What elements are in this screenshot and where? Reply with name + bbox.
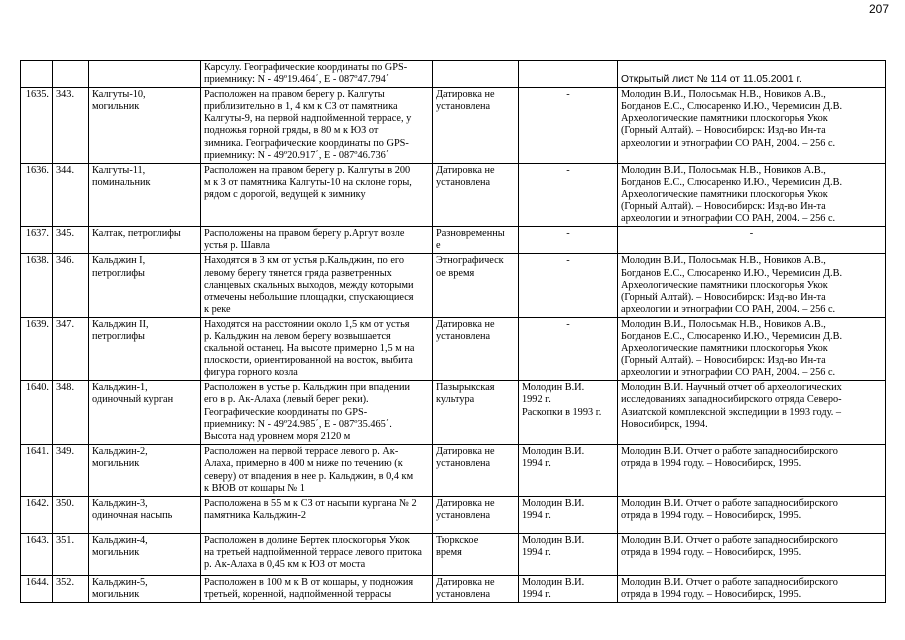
table-row-continuation: [21, 61, 886, 88]
cell-name: [89, 445, 201, 496]
cell-index: 350.: [53, 496, 89, 533]
table-row: [21, 163, 886, 226]
cell-empty: [433, 61, 519, 88]
cell-author: [519, 533, 618, 575]
cell-dating: [433, 88, 519, 164]
cell-name: [89, 381, 201, 445]
text-line: могильник: [92, 588, 140, 600]
text-line: археологии и этнографии СО РАН, 2004. – 256 с.: [621, 367, 836, 379]
text-line: к ВЮВ от кошары № 1: [204, 482, 305, 494]
cell-dating: [433, 445, 519, 496]
cell-dating: [433, 575, 519, 602]
text-line: установлена: [436, 509, 491, 521]
text-line: могильник: [92, 458, 140, 470]
text-line: Молодин В.И.: [522, 497, 585, 509]
text-line: его в р. Ак-Алаха (левый берег реки).: [204, 394, 369, 406]
text-line: 1994 г.: [522, 546, 551, 558]
text-line: Кальджин-4,: [92, 534, 148, 546]
cell-empty: [53, 61, 89, 88]
cell-description: [201, 445, 433, 496]
text-line: археологии и этнографии СО РАН, 2004. – 256 с.: [621, 303, 836, 315]
cell-dating: [433, 163, 519, 226]
cell-description: [201, 163, 433, 226]
cell-author: [519, 381, 618, 445]
cell-name: [89, 575, 201, 602]
table-row: [21, 533, 886, 575]
text-line: (Горный Алтай). – Новосибирск: Изд-во Ин-та: [621, 355, 826, 367]
cell-number: 1635.: [21, 88, 53, 164]
cell-dating: [433, 381, 519, 445]
permit-text: Открытый лист № 114 от 11.05.2001 г.: [621, 74, 802, 86]
text-line: третьей, коренной, надпойменной террасы: [204, 588, 392, 600]
text-line: Молодин В.И.: [522, 576, 585, 588]
cell-number: 1641.: [21, 445, 53, 496]
cell-name: [89, 254, 201, 317]
text-line: Датировка не: [436, 446, 495, 458]
text-line: Калгуты-9, на первой надпойменной террасе, у: [204, 113, 412, 125]
cell-permit: [618, 61, 886, 88]
cell-name: [89, 88, 201, 164]
text-line: Кальджин-2,: [92, 446, 148, 458]
text-line: установлена: [436, 330, 491, 342]
text-line: (Горный Алтай). – Новосибирск: Изд-во Ин-та: [621, 201, 826, 213]
cell-literature: [618, 575, 886, 602]
text-line: подножья горной гряды, в 80 м к ЮЗ от: [204, 125, 379, 137]
table-row: [21, 317, 886, 380]
text-line: 1994 г.: [522, 588, 551, 600]
text-line: Археологические памятники плоскогорья Укок: [621, 279, 828, 291]
cell-number: 1637.: [21, 227, 53, 254]
text-line: петроглифы: [92, 267, 145, 279]
text-line: -: [566, 228, 570, 240]
text-line: Расположен на правом берегу р. Калгуты в 200: [204, 164, 411, 176]
cell-author: [519, 88, 618, 164]
text-line: Молодин В.И., Полосьмак Н.В., Новиков А.В.,: [621, 318, 826, 330]
text-line: ое время: [436, 267, 475, 279]
text-line: Калгуты-11,: [92, 164, 146, 176]
text-line: Богданов Е.С., Слюсаренко И.Ю., Черемисин Д.В.: [621, 176, 843, 188]
cell-literature: [618, 88, 886, 164]
text-line: Молодин В.И., Полосьмак Н.В., Новиков А.В.,: [621, 89, 826, 101]
table-row: [21, 381, 886, 445]
cell-name: [89, 163, 201, 226]
text-line: Молодин В.И.: [522, 446, 585, 458]
cell-literature: [618, 163, 886, 226]
text-line: Расположен на первой террасе левого р. Ак-: [204, 446, 399, 458]
table-row: [21, 254, 886, 317]
text-line: -: [749, 228, 754, 240]
cell-dating: [433, 317, 519, 380]
cell-dating: [433, 254, 519, 317]
text-line: фигура горного козла: [204, 367, 298, 379]
cell-description: [201, 575, 433, 602]
cell-index: 346.: [53, 254, 89, 317]
text-line: Датировка не: [436, 497, 495, 509]
cell-number: 1638.: [21, 254, 53, 317]
text-line: установлена: [436, 588, 491, 600]
text-line: Молодин В.И., Полосьмак Н.В., Новиков А.В.,: [621, 164, 826, 176]
cell-literature: [618, 254, 886, 317]
text-line: Датировка не: [436, 576, 495, 588]
cell-number: 1644.: [21, 575, 53, 602]
cell-index: 352.: [53, 575, 89, 602]
text-line: одиночная насыпь: [92, 509, 173, 521]
text-line: Молодин В.И.: [522, 534, 585, 546]
cell-number: 1642.: [21, 496, 53, 533]
cell-literature: [618, 496, 886, 533]
table-row: [21, 575, 886, 602]
text-line: исследованиях западносибирского отряда Северо-: [621, 394, 842, 406]
text-line: отряда в 1994 году. – Новосибирск, 1995.: [621, 588, 802, 600]
text-line: северу) от впадения в нее р. Кальджин, в 0,4 км: [204, 470, 414, 482]
cell-index: 348.: [53, 381, 89, 445]
text-line: Тюркское: [436, 534, 479, 546]
text-line: Богданов Е.С., Слюсаренко И.Ю., Черемисин Д.В.: [621, 330, 843, 342]
text-line: Калтак, петроглифы: [92, 228, 181, 240]
cell-description: [201, 61, 433, 88]
text-line: поминальник: [92, 176, 151, 188]
text-line: плоскости, ориентированной на восток, выбита: [204, 355, 413, 367]
text-line: 1994 г.: [522, 458, 551, 470]
cell-empty: [519, 61, 618, 88]
text-line: Расположена в 55 м к СЗ от насыпи кургана № 2: [204, 497, 417, 509]
text-line: -: [566, 164, 570, 176]
text-line: памятника Кальджин-2: [204, 509, 307, 521]
text-line: установлена: [436, 101, 491, 113]
text-line: (Горный Алтай). – Новосибирск: Изд-во Ин-та: [621, 291, 826, 303]
text-line: Археологические памятники плоскогорья Укок: [621, 343, 828, 355]
text-line: Датировка не: [436, 318, 495, 330]
text-line: Молодин В.И. Отчет о работе западносибирского: [621, 534, 838, 546]
text-line: Археологические памятники плоскогорья Укок: [621, 188, 828, 200]
cell-number: 1636.: [21, 163, 53, 226]
cell-description: [201, 496, 433, 533]
text-line: отряда в 1994 году. – Новосибирск, 1995.: [621, 546, 802, 558]
text-line: р. Ак-Алаха в 0,45 км к ЮЗ от моста: [204, 558, 366, 570]
text-line: петроглифы: [92, 330, 145, 342]
text-line: приемнику: N - 49º19.464΄, E - 087º47.794΄: [204, 74, 390, 86]
cell-index: 351.: [53, 533, 89, 575]
text-line: Молодин В.И.: [522, 382, 585, 394]
text-line: -: [566, 255, 570, 267]
cell-index: 343.: [53, 88, 89, 164]
text-line: отмечены небольшие площадки, спускающиеся: [204, 291, 414, 303]
text-line: Молодин В.И. Отчет о работе западносибирского: [621, 576, 838, 588]
text-line: Калгуты-10,: [92, 89, 146, 101]
text-line: Находятся в 3 км от устья р.Кальджин, по его: [204, 255, 405, 267]
table-row: [21, 496, 886, 533]
cell-author: [519, 317, 618, 380]
text-line: к реке: [204, 303, 231, 315]
text-line: е: [436, 240, 441, 252]
text-line: установлена: [436, 458, 491, 470]
cell-literature: [618, 445, 886, 496]
cell-author: [519, 163, 618, 226]
cell-index: 345.: [53, 227, 89, 254]
text-line: Кальджин I,: [92, 255, 146, 267]
cell-index: 349.: [53, 445, 89, 496]
cell-description: [201, 381, 433, 445]
text-line: культура: [436, 394, 475, 406]
cell-name: [89, 227, 201, 254]
cell-literature: [618, 381, 886, 445]
text-line: Разновременны: [436, 228, 505, 240]
cell-description: [201, 227, 433, 254]
cell-dating: [433, 496, 519, 533]
cell-description: [201, 317, 433, 380]
text-line: Молодин В.И. Научный отчет об археологических: [621, 382, 842, 394]
monuments-table: [20, 60, 886, 603]
cell-dating: [433, 227, 519, 254]
text-line: могильник: [92, 546, 140, 558]
text-line: (Горный Алтай). – Новосибирск: Изд-во Ин-та: [621, 125, 826, 137]
text-line: Раскопки в 1993 г.: [522, 406, 602, 418]
cell-number: 1640.: [21, 381, 53, 445]
cell-index: 347.: [53, 317, 89, 380]
cell-description: [201, 533, 433, 575]
cell-author: [519, 575, 618, 602]
text-line: левому берегу тянется гряда разветренных: [204, 267, 392, 279]
text-line: Новосибирск, 1994.: [621, 418, 708, 430]
text-line: Расположен в долине Бертек плоскогорья Укок: [204, 534, 410, 546]
text-line: м к З от памятника Калгуты-10 на склоне горы,: [204, 176, 412, 188]
text-line: Азиатской комплексной экспедиции в 1993 году. –: [621, 406, 842, 418]
text-line: отряда в 1994 году. – Новосибирск, 1995.: [621, 509, 802, 521]
text-line: Кальджин-5,: [92, 576, 148, 588]
cell-author: [519, 445, 618, 496]
text-line: устья р. Шавла: [204, 240, 270, 252]
text-line: Расположен в устье р. Кальджин при впадении: [204, 382, 411, 394]
text-line: Этнографическ: [436, 255, 504, 267]
text-line: 1992 г.: [522, 394, 551, 406]
text-line: Кальджин II,: [92, 318, 149, 330]
text-line: Молодин В.И., Полосьмак Н.В., Новиков А.В.,: [621, 255, 826, 267]
text-line: время: [436, 546, 462, 558]
text-line: 1994 г.: [522, 509, 551, 521]
text-line: -: [566, 89, 570, 101]
table-row: [21, 445, 886, 496]
text-line: Алаха, примерно в 400 м ниже по течению (к: [204, 458, 403, 470]
cell-index: 344.: [53, 163, 89, 226]
text-line: р. Кальджин на левом берегу возвышается: [204, 330, 391, 342]
table-row: [21, 88, 886, 164]
cell-number: 1643.: [21, 533, 53, 575]
text-line: приемнику: N - 49º24.985΄, E - 087º35.465΄.: [204, 418, 392, 430]
cell-number: 1639.: [21, 317, 53, 380]
text-line: Расположены на правом берегу р.Аргут возле: [204, 228, 405, 240]
text-line: Датировка не: [436, 89, 495, 101]
text-line: Богданов Е.С., Слюсаренко И.Ю., Черемисин Д.В.: [621, 101, 843, 113]
cell-author: [519, 254, 618, 317]
text-line: Высота над уровнем моря 2120 м: [204, 430, 351, 442]
text-line: Пазырыкская: [436, 382, 495, 394]
text-line: Датировка не: [436, 164, 495, 176]
text-line: приблизительно в 1, 4 км к СЗ от памятника: [204, 101, 398, 113]
text-line: зимника. Географические координаты по GPS-: [204, 137, 409, 149]
cell-name: [89, 317, 201, 380]
cell-literature: [618, 227, 886, 254]
text-line: отряда в 1994 году. – Новосибирск, 1995.: [621, 458, 802, 470]
cell-description: [201, 254, 433, 317]
cell-description: [201, 88, 433, 164]
text-line: Расположен на правом берегу р. Калгуты: [204, 89, 385, 101]
text-line: Молодин В.И. Отчет о работе западносибирского: [621, 497, 838, 509]
cell-author: [519, 496, 618, 533]
cell-dating: [433, 533, 519, 575]
text-line: сланцевых скальных выходов, между которыми: [204, 279, 414, 291]
page-number: 207: [868, 2, 889, 16]
text-line: Кальджин-3,: [92, 497, 148, 509]
text-line: Географические координаты по GPS-: [204, 406, 368, 418]
text-line: Археологические памятники плоскогорья Укок: [621, 113, 828, 125]
cell-literature: [618, 317, 886, 380]
text-line: Расположен в 100 м к В от кошары, у подножия: [204, 576, 414, 588]
cell-name: [89, 533, 201, 575]
text-line: археологии и этнографии СО РАН, 2004. – 256 с.: [621, 137, 836, 149]
text-line: могильник: [92, 101, 140, 113]
cell-author: [519, 227, 618, 254]
text-line: на третьей надпойменной террасе левого притока: [204, 546, 422, 558]
text-line: Карсулу. Географические координаты по GPS-: [204, 62, 408, 73]
text-line: приемнику: N - 49º20.917΄, E - 087º46.736΄: [204, 149, 390, 161]
table-row: [21, 227, 886, 254]
text-line: одиночный курган: [92, 394, 174, 406]
text-line: Молодин В.И. Отчет о работе западносибирского: [621, 446, 838, 458]
text-line: Богданов Е.С., Слюсаренко И.Ю., Черемисин Д.В.: [621, 267, 843, 279]
cell-empty: [21, 61, 53, 88]
text-line: -: [566, 318, 570, 330]
cell-empty: [89, 61, 201, 88]
text-line: установлена: [436, 176, 491, 188]
cell-literature: [618, 533, 886, 575]
text-line: Кальджин-1,: [92, 382, 148, 394]
cell-name: [89, 496, 201, 533]
text-line: скальной останец. На высоте примерно 1,5 м на: [204, 343, 415, 355]
text-line: рядом с дорогой, ведущей к зимнику: [204, 188, 366, 200]
text-line: Находятся на расстоянии около 1,5 км от устья: [204, 318, 410, 330]
text-line: археологии и этнографии СО РАН, 2004. – 256 с.: [621, 213, 836, 225]
